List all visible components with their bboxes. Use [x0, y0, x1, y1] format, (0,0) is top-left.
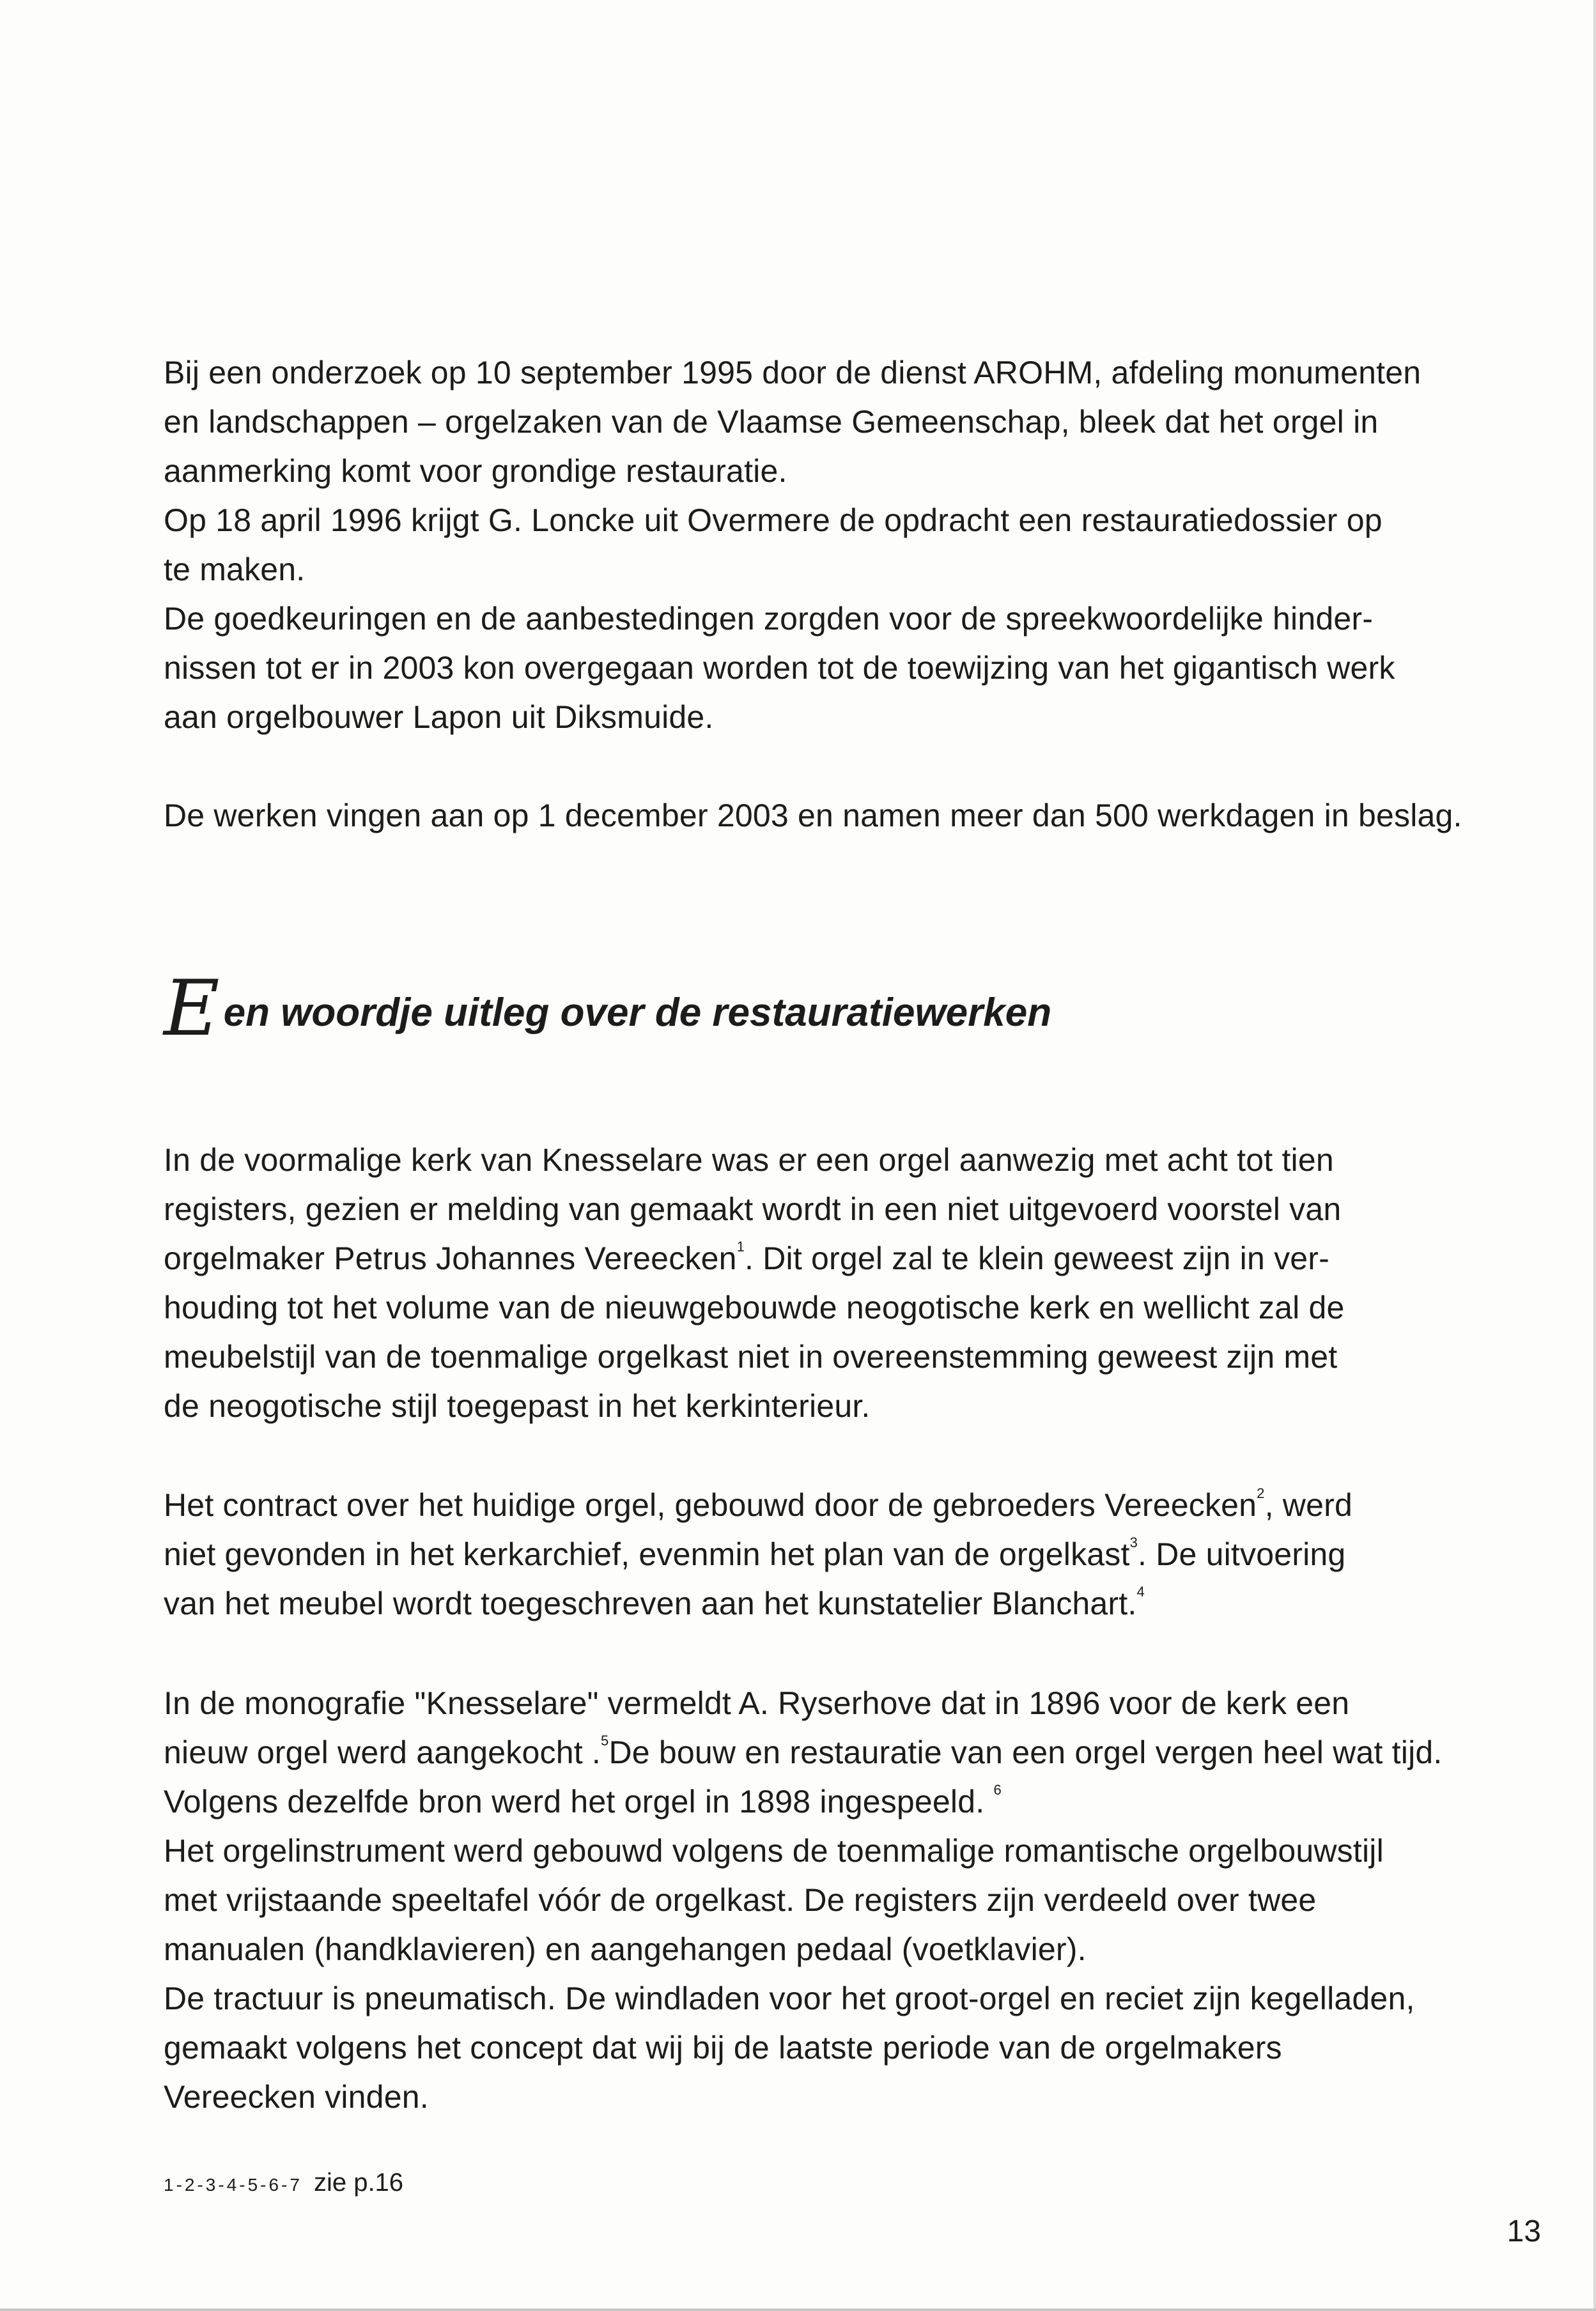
text-line — [164, 1728, 1455, 1777]
text-line: Het orgelinstrument werd gebouwd volgens de toenmalige romantische orgelbouwstijl — [164, 1833, 1384, 1869]
heading-text: en woordje uitleg over de restauratiewerken — [223, 991, 1052, 1035]
text-line — [164, 1777, 1455, 1827]
text-segment: , werd — [1264, 1487, 1352, 1523]
text-line: nissen tot er in 2003 kon overgegaan worden tot de toewijzing van het gigantisch werk — [164, 650, 1395, 686]
text-line: De werken vingen aan op 1 december 2003 en namen meer dan 500 werkdagen in beslag. — [164, 798, 1462, 833]
text-segment: niet gevonden in het kerkarchief, evenmin het plan van de orgelkast — [164, 1536, 1130, 1572]
paragraph-works-start — [164, 791, 1462, 840]
text-segment: De bouw en restauratie van een orgel vergen heel wat tijd. — [608, 1735, 1443, 1770]
text-line: In de monografie "Knesselare" vermeldt A. Ryserhove dat in 1896 voor de kerk een — [164, 1685, 1350, 1721]
text-line — [164, 1530, 1455, 1579]
text-line — [164, 1234, 1455, 1283]
text-segment: nieuw orgel werd aangekocht . — [164, 1735, 601, 1770]
text-line — [164, 1481, 1455, 1530]
scan-edge-right — [1593, 0, 1596, 2311]
text-segment: . Dit orgel zal te klein geweest zijn in ver- — [745, 1241, 1329, 1276]
footnote-marker: 1 — [736, 1239, 745, 1255]
text-line: gemaakt volgens het concept dat wij bij de laatste periode van de orgelmakers — [164, 2030, 1282, 2066]
footnote-marker: 6 — [993, 1782, 1002, 1798]
footnote-marker: 3 — [1129, 1534, 1138, 1550]
text-line: De goedkeuringen en de aanbestedingen zorgden voor de spreekwoordelijke hinder- — [164, 601, 1374, 637]
text-line: en landschappen – orgelzaken van de Vlaamse Gemeenschap, bleek dat het orgel in — [164, 404, 1379, 440]
footnote-marker: 2 — [1257, 1485, 1265, 1501]
paragraph-former-church-organ — [164, 1136, 1455, 1431]
text-line: Op 18 april 1996 krijgt G. Loncke uit Overmere de opdracht een restauratiedossier op — [164, 502, 1383, 538]
text-segment: orgelmaker Petrus Johannes Vereecken — [164, 1241, 737, 1276]
paragraph-contract — [164, 1481, 1455, 1628]
text-line: meubelstijl van de toenmalige orgelkast niet in overeenstemming geweest zijn met — [164, 1339, 1338, 1375]
text-line: aanmerking komt voor grondige restauratie. — [164, 453, 787, 489]
scan-edge-bottom — [0, 2308, 1596, 2311]
text-line: manualen (handklavieren) en aangehangen pedaal (voetklavier). — [164, 1931, 1087, 1967]
text-line: met vrijstaande speeltafel vóór de orgelkast. De registers zijn verdeeld over twee — [164, 1882, 1317, 1918]
footnote-marker: 5 — [601, 1733, 609, 1749]
paragraph-arohm-investigation — [164, 348, 1455, 742]
text-line — [164, 1579, 1455, 1628]
footnote-reference — [164, 2163, 403, 2204]
text-line: registers, gezien er melding van gemaakt wordt in een niet uitgevoerd voorstel van — [164, 1191, 1342, 1227]
text-line: te maken. — [164, 552, 306, 587]
footnote-numbers: 1-2-3-4-5-6-7 — [164, 2175, 302, 2195]
text-segment: Het contract over het huidige orgel, gebouwd door de gebroeders Vereecken — [164, 1487, 1257, 1523]
text-line: De tractuur is pneumatisch. De windladen voor het groot-orgel en reciet zijn kegelladen, — [164, 1981, 1415, 2016]
section-heading — [164, 964, 1052, 1053]
paragraph-monograph — [164, 1679, 1455, 2122]
text-line: Bij een onderzoek op 10 september 1995 door de dienst AROHM, afdeling monumenten — [164, 355, 1422, 390]
footnote-text: zie p.16 — [313, 2168, 404, 2197]
text-segment: Volgens dezelfde bron werd het orgel in 1898 ingespeeld. — [164, 1784, 994, 1820]
text-line: Vereecken vinden. — [164, 2079, 429, 2115]
text-segment: van het meubel wordt toegeschreven aan het kunstatelier Blanchart. — [164, 1586, 1137, 1621]
text-line: houding tot het volume van de nieuwgebouwde neogotische kerk en wellicht zal de — [164, 1290, 1345, 1326]
text-line: de neogotische stijl toegepast in het kerkinterieur. — [164, 1388, 871, 1424]
decorative-initial: E — [164, 964, 220, 1053]
text-segment: . De uitvoering — [1138, 1536, 1346, 1572]
footnote-marker: 4 — [1136, 1584, 1145, 1600]
page-number: 13 — [1507, 2214, 1541, 2248]
text-line: aan orgelbouwer Lapon uit Diksmuide. — [164, 699, 714, 735]
text-line: In de voormalige kerk van Knesselare was er een orgel aanwezig met acht tot tien — [164, 1142, 1334, 1178]
